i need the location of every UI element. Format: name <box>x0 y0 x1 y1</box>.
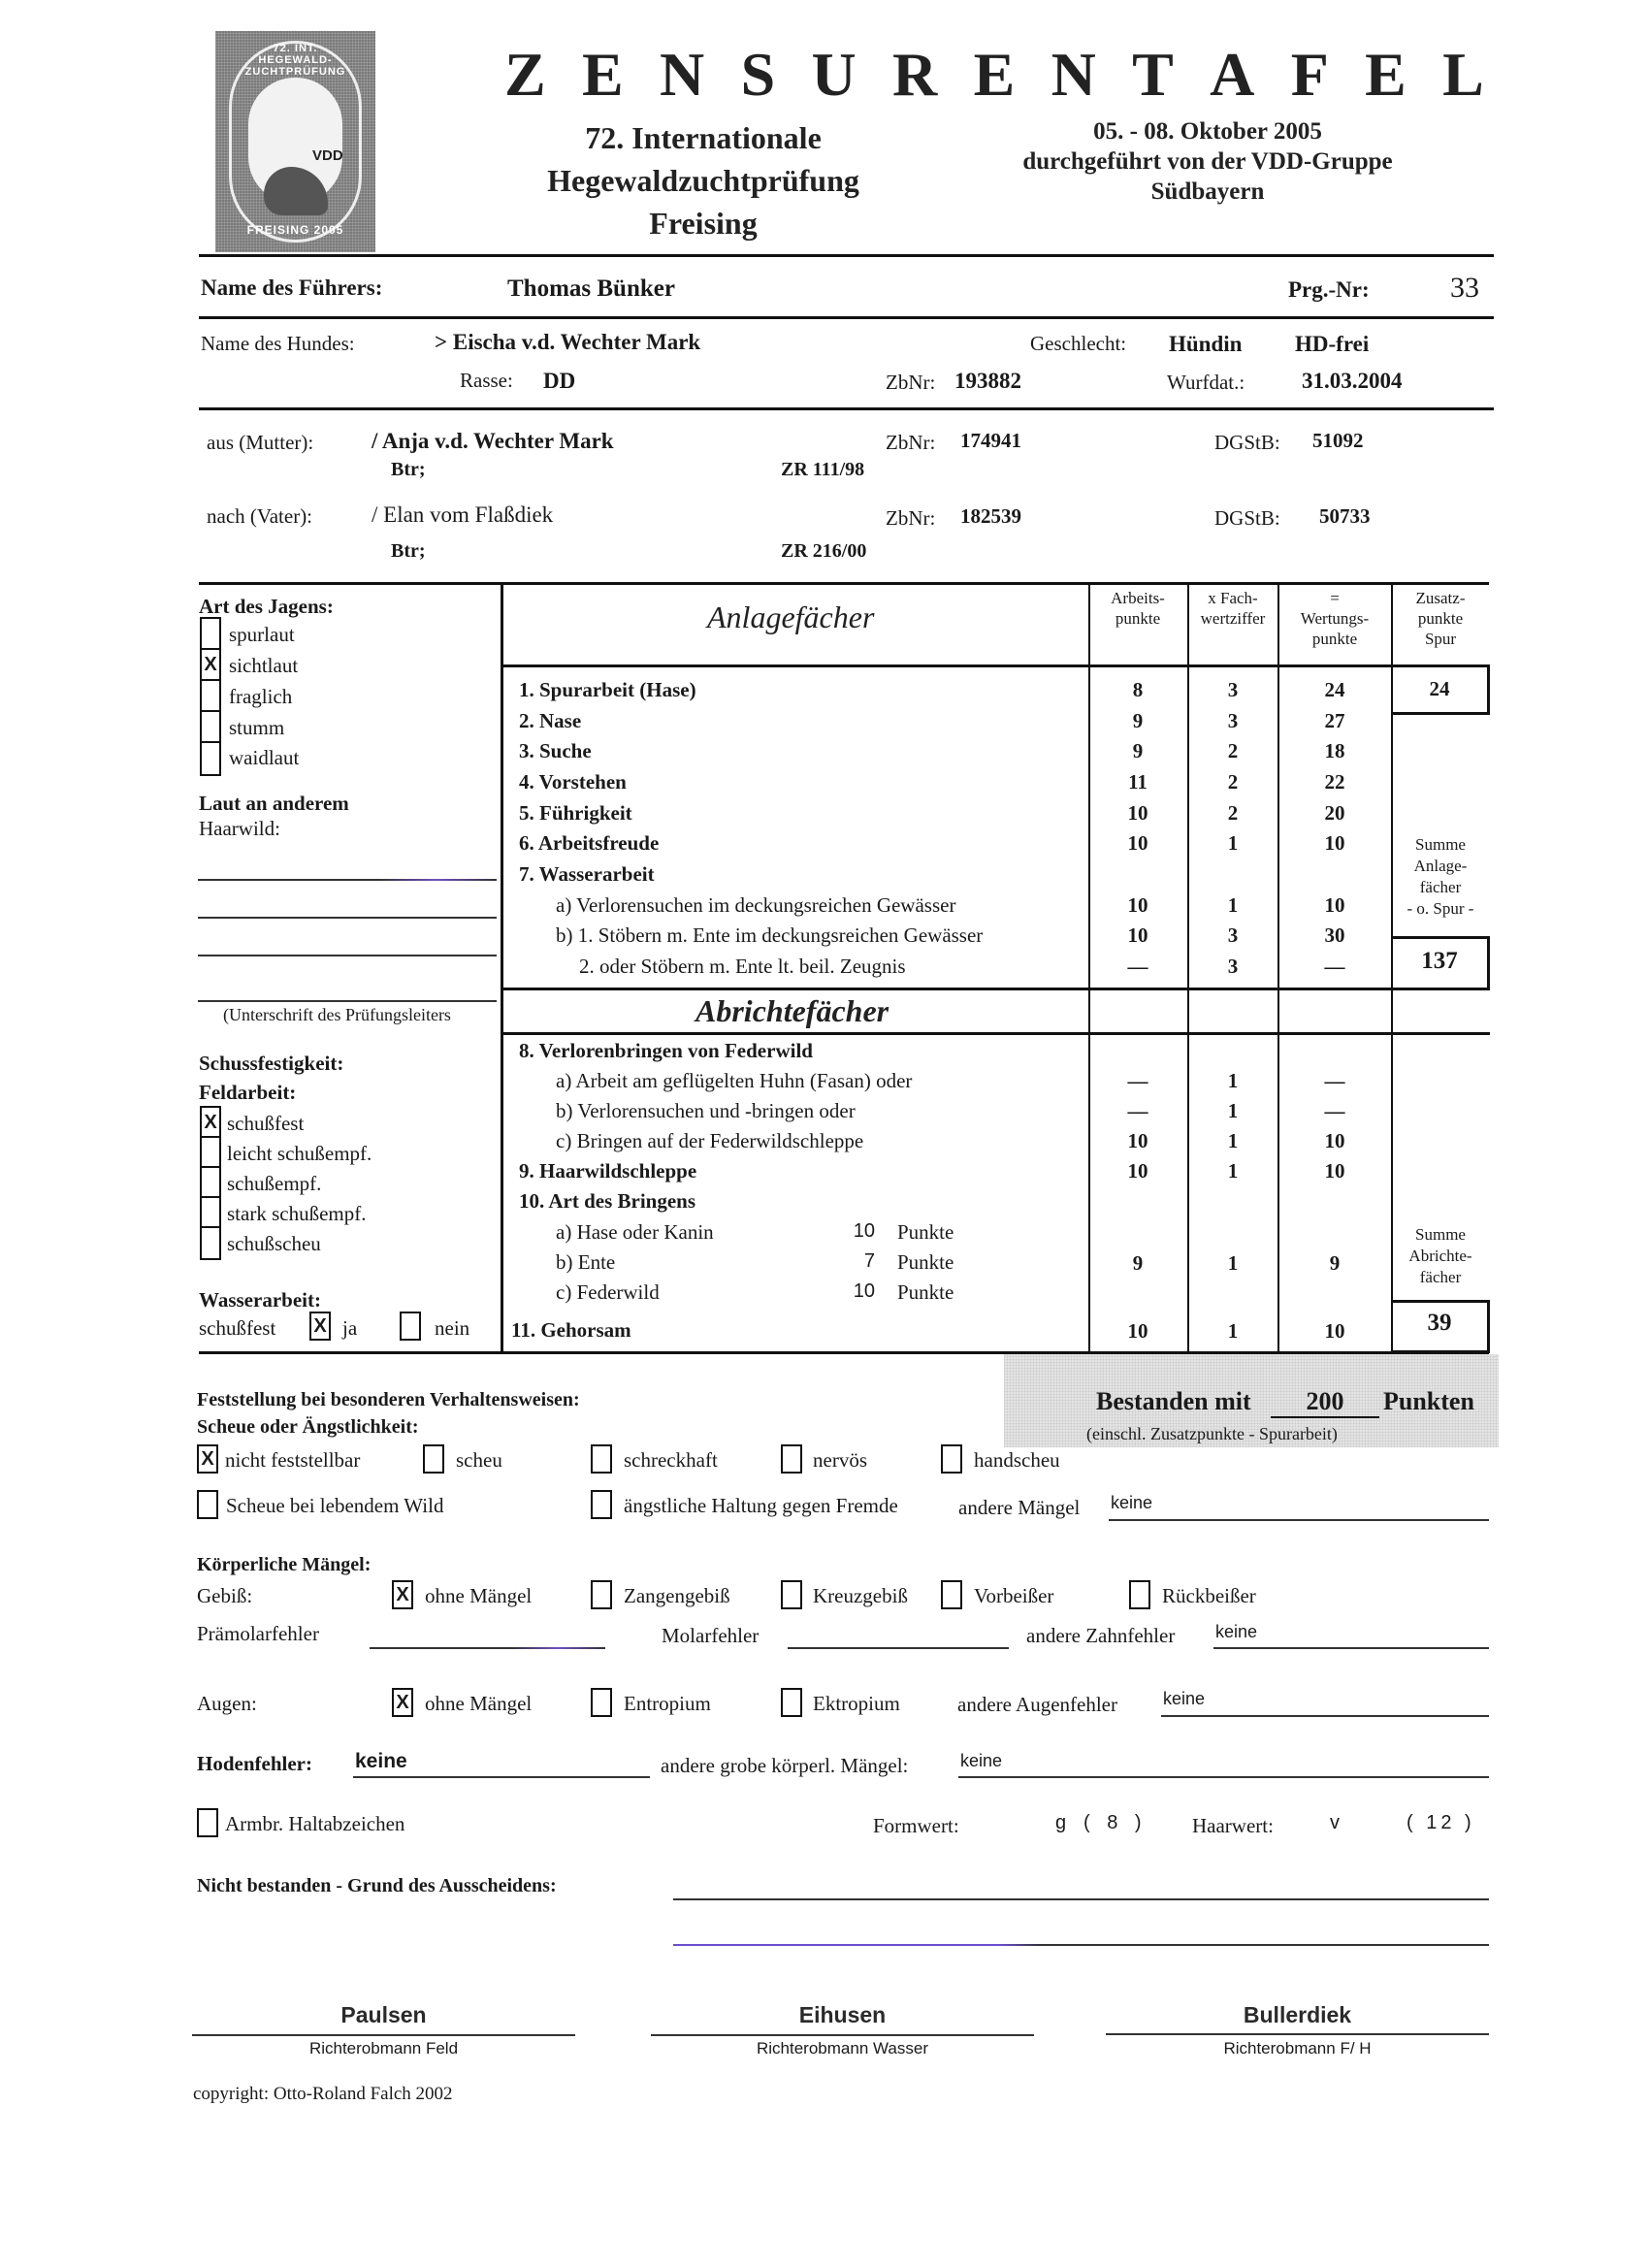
father-name: / Elan vom Flaßdiek <box>372 502 554 527</box>
cell-fw: 3 <box>1227 709 1239 732</box>
mother-label: aus (Mutter): <box>207 431 314 454</box>
physical-title: Körperliche Mängel: <box>197 1554 372 1575</box>
haarwert-points: ( 12 ) <box>1406 1812 1475 1833</box>
judge-signature-line <box>192 2034 575 2036</box>
col-header-line: wertziffer <box>1200 609 1266 628</box>
cell-fw: 1 <box>1227 1129 1239 1152</box>
teeth-label: Gebiß: <box>197 1584 253 1607</box>
father-btr: Btr; <box>391 540 426 562</box>
other-game-label: Laut an anderem <box>199 792 349 815</box>
checkbox-nervoes[interactable] <box>781 1444 802 1474</box>
cell-wp: 24 <box>1324 678 1345 701</box>
cell-ap: — <box>1127 1069 1148 1092</box>
checkbox-schussempf[interactable] <box>202 1168 219 1198</box>
title-letter: N <box>1051 40 1096 109</box>
birth-label: Wurfdat.: <box>1167 371 1245 394</box>
cell-wp: 10 <box>1324 831 1345 855</box>
logo-vdd-badge: VDD <box>312 147 343 164</box>
behavior-title: Feststellung bei besonderen Verhaltensweisen: <box>197 1389 580 1410</box>
sum-label-line: Anlage- <box>1413 857 1468 875</box>
other-eyes-line <box>1161 1715 1489 1717</box>
sum-abricht-value: 39 <box>1427 1310 1452 1336</box>
col-header-line: punkte <box>1115 609 1161 628</box>
cell-fw: 1 <box>1227 831 1239 855</box>
checkbox-spurlaut[interactable] <box>202 619 219 650</box>
option-label: Kreuzgebiß <box>813 1584 908 1607</box>
checkbox-schreckhaft[interactable] <box>591 1444 612 1474</box>
molar-label: Molarfehler <box>662 1624 760 1647</box>
cell-wp: 10 <box>1324 1129 1345 1152</box>
table-row-label: 10. Art des Bringens <box>519 1189 696 1213</box>
checkbox-fraglich[interactable] <box>202 681 219 712</box>
option-label: Rückbeißer <box>1162 1584 1256 1607</box>
bringing-points: 7 <box>863 1250 875 1272</box>
dog-name: > Eischa v.d. Wechter Mark <box>435 330 701 354</box>
other-game-line[interactable] <box>198 879 497 881</box>
table-row-label: 4. Vorstehen <box>519 770 627 794</box>
table-row-label: 11. Gehorsam <box>511 1318 631 1342</box>
sum-label-line: fächer <box>1419 878 1462 896</box>
other-gross-line <box>958 1776 1489 1778</box>
table-row-label: b) 1. Stöbern m. Ente im deckungsreichen Gewässer <box>556 923 984 947</box>
table-row-label: 7. Wasserarbeit <box>519 862 655 886</box>
judge-role: Richterobmann Feld <box>308 2039 459 2057</box>
judge-signature-line <box>651 2034 1034 2036</box>
title-letter: U <box>811 40 857 109</box>
judge-signature-line <box>1106 2033 1489 2035</box>
col-header-line: Spur <box>1424 630 1457 648</box>
cell-fw: 1 <box>1227 893 1239 917</box>
bringing-unit: Punkte <box>897 1250 954 1274</box>
sum-label-line: Summe <box>1415 835 1466 854</box>
col-header-zusatzpunkte <box>1393 588 1488 649</box>
col-header-line: = <box>1330 589 1340 607</box>
option-label: stumm <box>229 716 285 739</box>
handler-name: Thomas Bünker <box>507 275 675 302</box>
title-letter: E <box>1365 40 1406 109</box>
checkbox-nicht-feststellbar[interactable]: X <box>197 1444 218 1474</box>
sum-label-line: - o. Spur - <box>1406 899 1474 918</box>
premolar-input[interactable] <box>370 1647 605 1649</box>
cell-wp: 22 <box>1324 770 1345 794</box>
checkbox-ektropium[interactable] <box>781 1688 802 1717</box>
col-header-line: x Fach- <box>1208 589 1258 607</box>
cell-wp: 10 <box>1324 1319 1345 1343</box>
cell-wp: — <box>1324 955 1345 978</box>
cell-fw: 3 <box>1227 923 1239 947</box>
event-date: 05. - 08. Oktober 2005 <box>1093 118 1322 145</box>
points-label: Punkten <box>1383 1387 1474 1415</box>
table-row-label: 3. Suche <box>519 739 592 762</box>
mother-zbnr-label: ZbNr: <box>886 431 936 454</box>
sum-anlage-value: 137 <box>1421 948 1458 974</box>
sum-label-line: fächer <box>1419 1268 1462 1286</box>
result-note: (einschl. Zusatzpunkte - Spurarbeit) <box>1086 1424 1338 1443</box>
armbr-label: Armbr. Haltabzeichen <box>225 1812 405 1835</box>
bringing-label: a) Hase oder Kanin <box>556 1220 714 1244</box>
table-row-label: a) Arbeit am geflügelten Huhn (Fasan) oder <box>556 1069 913 1092</box>
bringing-unit: Punkte <box>897 1220 954 1244</box>
breed-label: Rasse: <box>460 369 513 392</box>
table-row-label: 1. Spurarbeit (Hase) <box>519 678 696 701</box>
father-zbnr-label: ZbNr: <box>886 506 936 530</box>
molar-input[interactable] <box>788 1647 1009 1649</box>
eyes-label: Augen: <box>197 1692 257 1715</box>
breed-value: DD <box>543 369 576 393</box>
hd-status: HD-frei <box>1295 332 1370 356</box>
option-label: Ektropium <box>813 1692 900 1715</box>
option-label: waidlaut <box>229 746 300 769</box>
option-label: schreckhaft <box>624 1448 718 1472</box>
checkbox-water-ja[interactable]: X <box>309 1312 331 1341</box>
signature-label: (Unterschrift des Prüfungsleiters <box>223 1005 451 1024</box>
cell-ap: 10 <box>1127 1159 1148 1183</box>
col-header-fachwertziffer <box>1189 588 1277 629</box>
option-label: schußfest <box>227 1112 305 1135</box>
checkbox-scheu[interactable] <box>423 1444 444 1474</box>
other-defects-line <box>1109 1519 1489 1521</box>
cell-ap: 11 <box>1128 770 1148 794</box>
col-header-line: punkte <box>1311 630 1358 648</box>
checkbox-waidlaut[interactable] <box>202 743 219 774</box>
checkbox-kreuzgebiss[interactable] <box>781 1580 802 1609</box>
water-ja-label: ja <box>342 1316 358 1340</box>
option-label: schußempf. <box>227 1172 322 1195</box>
mother-dgstb-label: DGStB: <box>1214 431 1280 454</box>
bringing-points: 10 <box>853 1220 875 1242</box>
cell-fw: 1 <box>1227 1319 1239 1343</box>
gunshot-title: Schussfestigkeit: <box>199 1052 344 1075</box>
header-bottom-border <box>501 664 1490 667</box>
zbnr-value: 193882 <box>954 369 1021 393</box>
testicle-label: Hodenfehler: <box>197 1752 312 1775</box>
cell-ap: 10 <box>1127 923 1148 947</box>
cell-fw: 3 <box>1227 955 1239 978</box>
title-letter: A <box>1210 40 1255 109</box>
option-label: spurlaut <box>229 623 295 646</box>
father-zbnr: 182539 <box>960 504 1021 528</box>
checkbox-scheue-lebendem-wild[interactable] <box>197 1490 218 1519</box>
bringing-points: 10 <box>853 1280 875 1302</box>
other-gross-label: andere grobe körperl. Mängel: <box>661 1754 909 1777</box>
divider <box>199 316 1494 319</box>
checkbox-stumm[interactable] <box>202 712 219 743</box>
logo-bottom-text: FREISING 2005 <box>246 223 344 237</box>
title-letter: Z <box>504 40 546 109</box>
cell-ap: 10 <box>1127 1319 1148 1343</box>
cell-wp: — <box>1324 1099 1345 1122</box>
cell-ap: 10 <box>1127 801 1148 825</box>
col-header-arbeitspunkte <box>1090 588 1185 629</box>
checkbox-handscheu[interactable] <box>941 1444 962 1474</box>
event-line-1: 72. Internationale <box>585 120 822 155</box>
checkbox-vorbeisser[interactable] <box>941 1580 962 1609</box>
title-letter: E <box>973 40 1016 109</box>
table-row-label: 6. Arbeitsfreude <box>519 831 660 855</box>
option-label: Entropium <box>624 1692 711 1715</box>
col-header-line: Zusatz- <box>1415 589 1466 607</box>
option-label: nervös <box>813 1448 867 1472</box>
cell-ap: 10 <box>1127 1129 1148 1152</box>
mother-zr: ZR 111/98 <box>781 459 865 480</box>
other-game-line[interactable] <box>198 917 497 919</box>
other-gross-value[interactable]: keine <box>960 1751 1003 1770</box>
other-game-label-2: Haarwild: <box>199 817 280 840</box>
total-points: 200 <box>1271 1387 1379 1418</box>
signature-line[interactable] <box>198 1000 497 1002</box>
section-divider <box>501 988 1393 990</box>
father-label: nach (Vater): <box>207 504 313 528</box>
title-letter: T <box>1132 40 1174 109</box>
table-row-label: 9. Haarwildschleppe <box>519 1159 697 1183</box>
cell-wp: 10 <box>1324 1159 1345 1183</box>
cell-ap: 8 <box>1132 678 1144 701</box>
mother-btr: Btr; <box>391 459 426 480</box>
other-teeth-label: andere Zahnfehler <box>1026 1624 1176 1647</box>
event-line-3: Freising <box>649 206 758 241</box>
cell-fw: 1 <box>1227 1069 1239 1092</box>
table-row-label: a) Verlorensuchen im deckungsreichen Gewässer <box>556 893 956 917</box>
sum-label-line: Summe <box>1415 1225 1466 1244</box>
formwert-label: Formwert: <box>873 1814 959 1837</box>
bringing-label: c) Federwild <box>556 1280 660 1304</box>
testicle-line <box>353 1776 650 1778</box>
passed-label: Bestanden mit <box>1096 1387 1251 1415</box>
event-logo <box>215 31 375 252</box>
father-zr: ZR 216/00 <box>781 540 867 562</box>
water-nein-label: nein <box>435 1316 470 1340</box>
cell-wp: 27 <box>1324 709 1345 732</box>
judge-role: Richterobmann Wasser <box>757 2039 928 2057</box>
sex-label: Geschlecht: <box>1030 332 1127 355</box>
haarwert-label: Haarwert: <box>1192 1814 1274 1837</box>
table-row-label: b) Verlorensuchen und -bringen oder <box>556 1099 856 1122</box>
cell-fw: 1 <box>1227 1159 1239 1183</box>
judge-name: Paulsen <box>340 2002 427 2027</box>
divider <box>199 254 1494 257</box>
bringing-label: b) Ente <box>556 1250 616 1274</box>
event-info <box>994 116 1421 207</box>
cell-wp: 30 <box>1324 923 1345 947</box>
formwert-value: g <box>1055 1812 1067 1833</box>
option-label: Scheue bei lebendem Wild <box>226 1494 444 1517</box>
sex-value: Hündin <box>1169 332 1243 356</box>
dog-name-label: Name des Hundes: <box>201 332 355 355</box>
other-eyes-label: andere Augenfehler <box>957 1693 1117 1716</box>
cell-wp: 9 <box>1329 1251 1341 1275</box>
cell-ap: — <box>1127 1099 1148 1122</box>
other-defects-label: andere Mängel <box>958 1496 1081 1519</box>
event-name <box>504 116 902 244</box>
cell-fw: 3 <box>1227 678 1239 701</box>
gunshot-checkbox-group <box>200 1106 221 1260</box>
title-letter: E <box>582 40 624 109</box>
other-game-line[interactable] <box>198 955 497 956</box>
title-letter: S <box>740 40 776 109</box>
checkbox-aengstliche-haltung[interactable] <box>591 1490 612 1519</box>
judge-role: Richterobmann F/ H <box>1223 2039 1372 2057</box>
col-header-wertungspunkte <box>1279 588 1390 649</box>
sum-anlage-label <box>1393 834 1488 920</box>
section-anlage-title: Anlagefächer <box>707 599 875 634</box>
organizer-line-1: durchgeführt von der VDD-Gruppe <box>1022 148 1393 175</box>
option-label: nicht feststellbar <box>225 1448 361 1472</box>
checkbox-water-nein[interactable] <box>400 1312 421 1341</box>
option-label: schußscheu <box>227 1232 321 1255</box>
title-letter: R <box>892 40 938 109</box>
table-left-border <box>501 582 503 1353</box>
copyright: copyright: Otto-Roland Falch 2002 <box>193 2084 453 2104</box>
checkbox-schussfest[interactable]: X <box>202 1108 219 1138</box>
failed-reason-line-1[interactable] <box>673 1898 1489 1900</box>
checkbox-armbr-haltabzeichen[interactable] <box>197 1808 218 1837</box>
cell-ap: 9 <box>1132 1251 1144 1275</box>
cell-wp: 10 <box>1324 893 1345 917</box>
col-header-line: Arbeits- <box>1111 589 1165 607</box>
col-header-line: Wertungs- <box>1300 609 1370 628</box>
section-divider <box>501 1032 1490 1035</box>
prg-nr-value: 33 <box>1450 272 1479 304</box>
other-teeth-line <box>1213 1647 1489 1649</box>
table-row-label: 2. Nase <box>519 709 582 732</box>
divider <box>199 407 1494 410</box>
mother-dgstb: 51092 <box>1312 429 1364 452</box>
event-line-2: Hegewaldzuchtprüfung <box>547 163 859 198</box>
option-label: handscheu <box>974 1448 1060 1472</box>
table-row-label: c) Bringen auf der Federwildschleppe <box>556 1129 864 1152</box>
hunting-checkbox-group <box>200 617 221 776</box>
cell-fw: 2 <box>1227 739 1239 762</box>
cell-fw: 2 <box>1227 801 1239 825</box>
option-label: fraglich <box>229 685 293 708</box>
checkbox-rueckbeisser[interactable] <box>1129 1580 1150 1609</box>
section-abricht-title: Abrichtefächer <box>695 993 889 1028</box>
cell-wp: — <box>1324 1069 1345 1092</box>
water-schussfest-label: schußfest <box>199 1316 276 1340</box>
haarwert-value: v <box>1330 1812 1340 1833</box>
bringing-unit: Punkte <box>897 1280 954 1304</box>
cell-fw: 2 <box>1227 770 1239 794</box>
judge-name: Eihusen <box>798 2002 887 2027</box>
cell-ap: 10 <box>1127 893 1148 917</box>
divider <box>199 582 1489 585</box>
checkbox-entropium[interactable] <box>591 1688 612 1717</box>
prg-nr-label: Prg.-Nr: <box>1288 277 1370 302</box>
option-label: ängstliche Haltung gegen Fremde <box>624 1494 898 1517</box>
other-teeth-value[interactable]: keine <box>1215 1622 1258 1641</box>
cell-ap: 10 <box>1127 831 1148 855</box>
page-title <box>504 39 1484 111</box>
birth-value: 31.03.2004 <box>1302 369 1403 393</box>
mother-name: / Anja v.d. Wechter Mark <box>372 429 614 453</box>
cell-fw: 1 <box>1227 1099 1239 1122</box>
father-dgstb-label: DGStB: <box>1214 506 1280 530</box>
handler-label: Name des Führers: <box>201 275 383 300</box>
hunting-title: Art des Jagens: <box>199 595 334 618</box>
behavior-subtitle: Scheue oder Ängstlichkeit: <box>197 1416 419 1438</box>
failed-reason-line-2[interactable] <box>673 1944 1489 1946</box>
table-row-label: 8. Verlorenbringen von Federwild <box>519 1039 813 1062</box>
checkbox-eyes-ohne-maengel[interactable]: X <box>392 1688 413 1717</box>
failed-label: Nicht bestanden - Grund des Ausscheidens: <box>197 1875 557 1896</box>
logo-top-text: 72. INT. HEGEWALD-ZUCHTPRÜFUNG <box>244 43 346 78</box>
other-defects-value[interactable]: keine <box>1111 1493 1153 1512</box>
cell-ap: — <box>1127 955 1148 978</box>
mother-zbnr: 174941 <box>960 429 1021 452</box>
formwert-points: ( 8 ) <box>1083 1812 1148 1833</box>
title-letter: F <box>1290 40 1329 109</box>
table-row-label: 5. Führigkeit <box>519 801 632 825</box>
organizer-line-2: Südbayern <box>1150 178 1265 205</box>
option-label: sichtlaut <box>229 654 299 677</box>
option-label: leicht schußempf. <box>227 1142 372 1165</box>
sum-abricht-label <box>1393 1224 1488 1288</box>
field-title: Feldarbeit: <box>199 1081 297 1104</box>
sum-label-line: Abrichte- <box>1408 1247 1472 1265</box>
water-title: Wasserarbeit: <box>199 1288 321 1312</box>
col-header-line: punkte <box>1417 609 1464 628</box>
cell-ap: 9 <box>1132 739 1144 762</box>
checkbox-leicht-schussempf[interactable] <box>202 1138 219 1168</box>
checkbox-sichtlaut[interactable]: X <box>202 650 219 681</box>
option-label: Zangengebiß <box>624 1584 730 1607</box>
premolar-label: Prämolarfehler <box>197 1622 319 1645</box>
table-row-label: 2. oder Stöbern m. Ente lt. beil. Zeugnis <box>579 955 906 978</box>
title-letter: N <box>660 40 705 109</box>
cell-fw: 1 <box>1227 1251 1239 1275</box>
zbnr-label: ZbNr: <box>886 371 936 394</box>
option-label: stark schußempf. <box>227 1202 367 1225</box>
cell-ap: 9 <box>1132 709 1144 732</box>
other-eyes-value[interactable]: keine <box>1163 1689 1206 1708</box>
zusatz-spur-value: 24 <box>1429 677 1450 700</box>
option-label: ohne Mängel <box>425 1584 533 1607</box>
cell-wp: 20 <box>1324 801 1345 825</box>
testicle-value[interactable]: keine <box>355 1750 407 1772</box>
option-label: Vorbeißer <box>974 1584 1054 1607</box>
option-label: ohne Mängel <box>425 1692 533 1715</box>
checkbox-schussscheu[interactable] <box>202 1228 219 1258</box>
father-dgstb: 50733 <box>1319 504 1371 528</box>
checkbox-stark-schussempf[interactable] <box>202 1198 219 1228</box>
title-letter: L <box>1442 40 1484 109</box>
judge-name: Bullerdiek <box>1243 2002 1352 2027</box>
cell-wp: 18 <box>1324 739 1345 762</box>
checkbox-teeth-ohne-maengel[interactable]: X <box>392 1580 413 1609</box>
option-label: scheu <box>456 1448 502 1472</box>
checkbox-zangengebiss[interactable] <box>591 1580 612 1609</box>
